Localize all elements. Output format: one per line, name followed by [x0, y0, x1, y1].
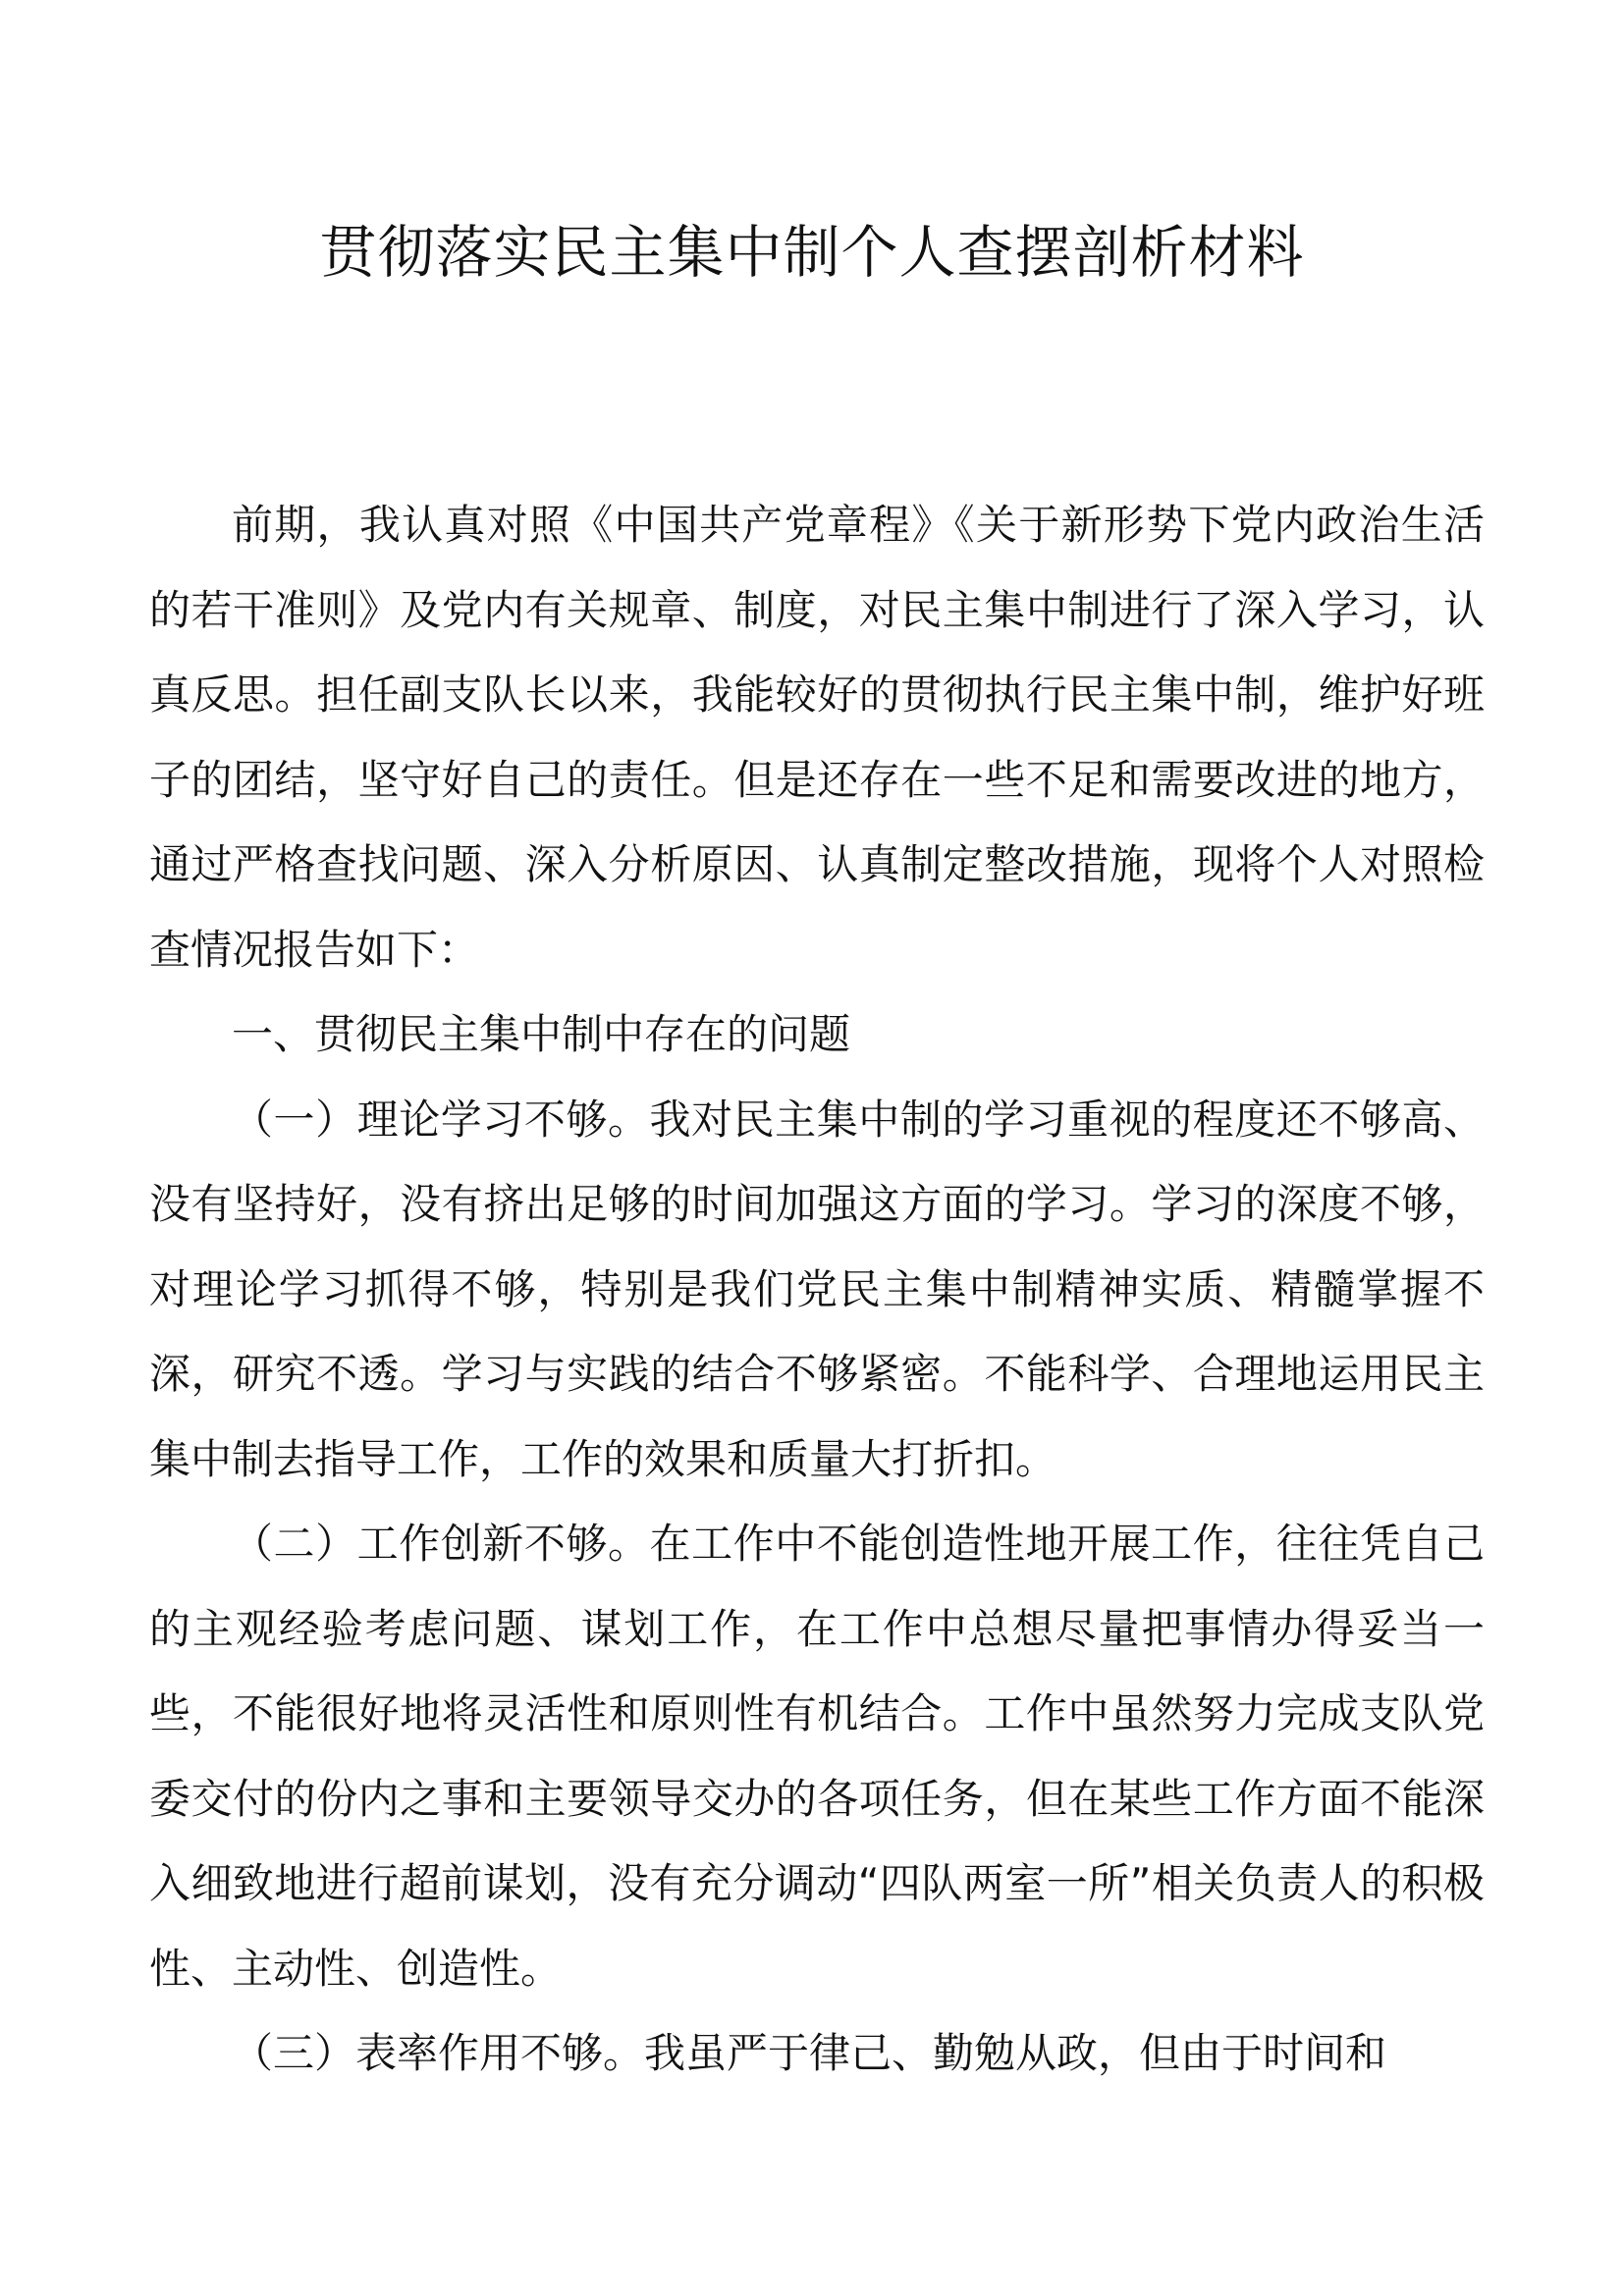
paragraph-work-innovation: （二）工作创新不够。在工作中不能创造性地开展工作，往往凭自己的主观经验考虑问题、谋划工作，在工作中总想尽量把事情办得妥当一些，不能很好地将灵活性和原则性有机结合。工作中虽然努力完成支队党委交付的份内之事和主要领导交办的各项任务，但在某些工作方面不能深入细致地进行超前谋划，没有充分调动“四队两室一所”相关负责人的积极性、主动性、创造性。	[149, 1520, 1485, 1993]
paragraph-theory-study: （一）理论学习不够。我对民主集中制的学习重视的程度还不够高、没有坚持好，没有挤出足够的时间加强这方面的学习。学习的深度不够，对理论学习抓得不够，特别是我们党民主集中制精神实质、精髓掌握不深，研究不透。学习与实践的结合不够紧密。不能科学、合理地运用民主集中制去指导工作，工作的效果和质量大打折扣。	[149, 1095, 1485, 1483]
document-title: 贯彻落实民主集中制个人查摆剖析材料	[319, 219, 1305, 286]
paragraph-exemplary-role: （三）表率作用不够。我虽严于律己、勤勉从政，但由于时间和	[232, 2029, 1387, 2077]
document-body	[149, 483, 1485, 2097]
section-heading-problems: 一、贯彻民主集中制中存在的问题	[232, 1010, 851, 1058]
intro-paragraph: 前期，我认真对照《中国共产党章程》《关于新形势下党内政治生活的若干准则》及党内有关规章、制度，对民主集中制进行了深入学习，认真反思。担任副支队长以来，我能较好的贯彻执行民主集中制，维护好班子的团结，坚守好自己的责任。但是还存在一些不足和需要改进的地方，通过严格查找问题、深入分析原因、认真制定整改措施，现将个人对照检查情况报告如下：	[149, 501, 1485, 974]
